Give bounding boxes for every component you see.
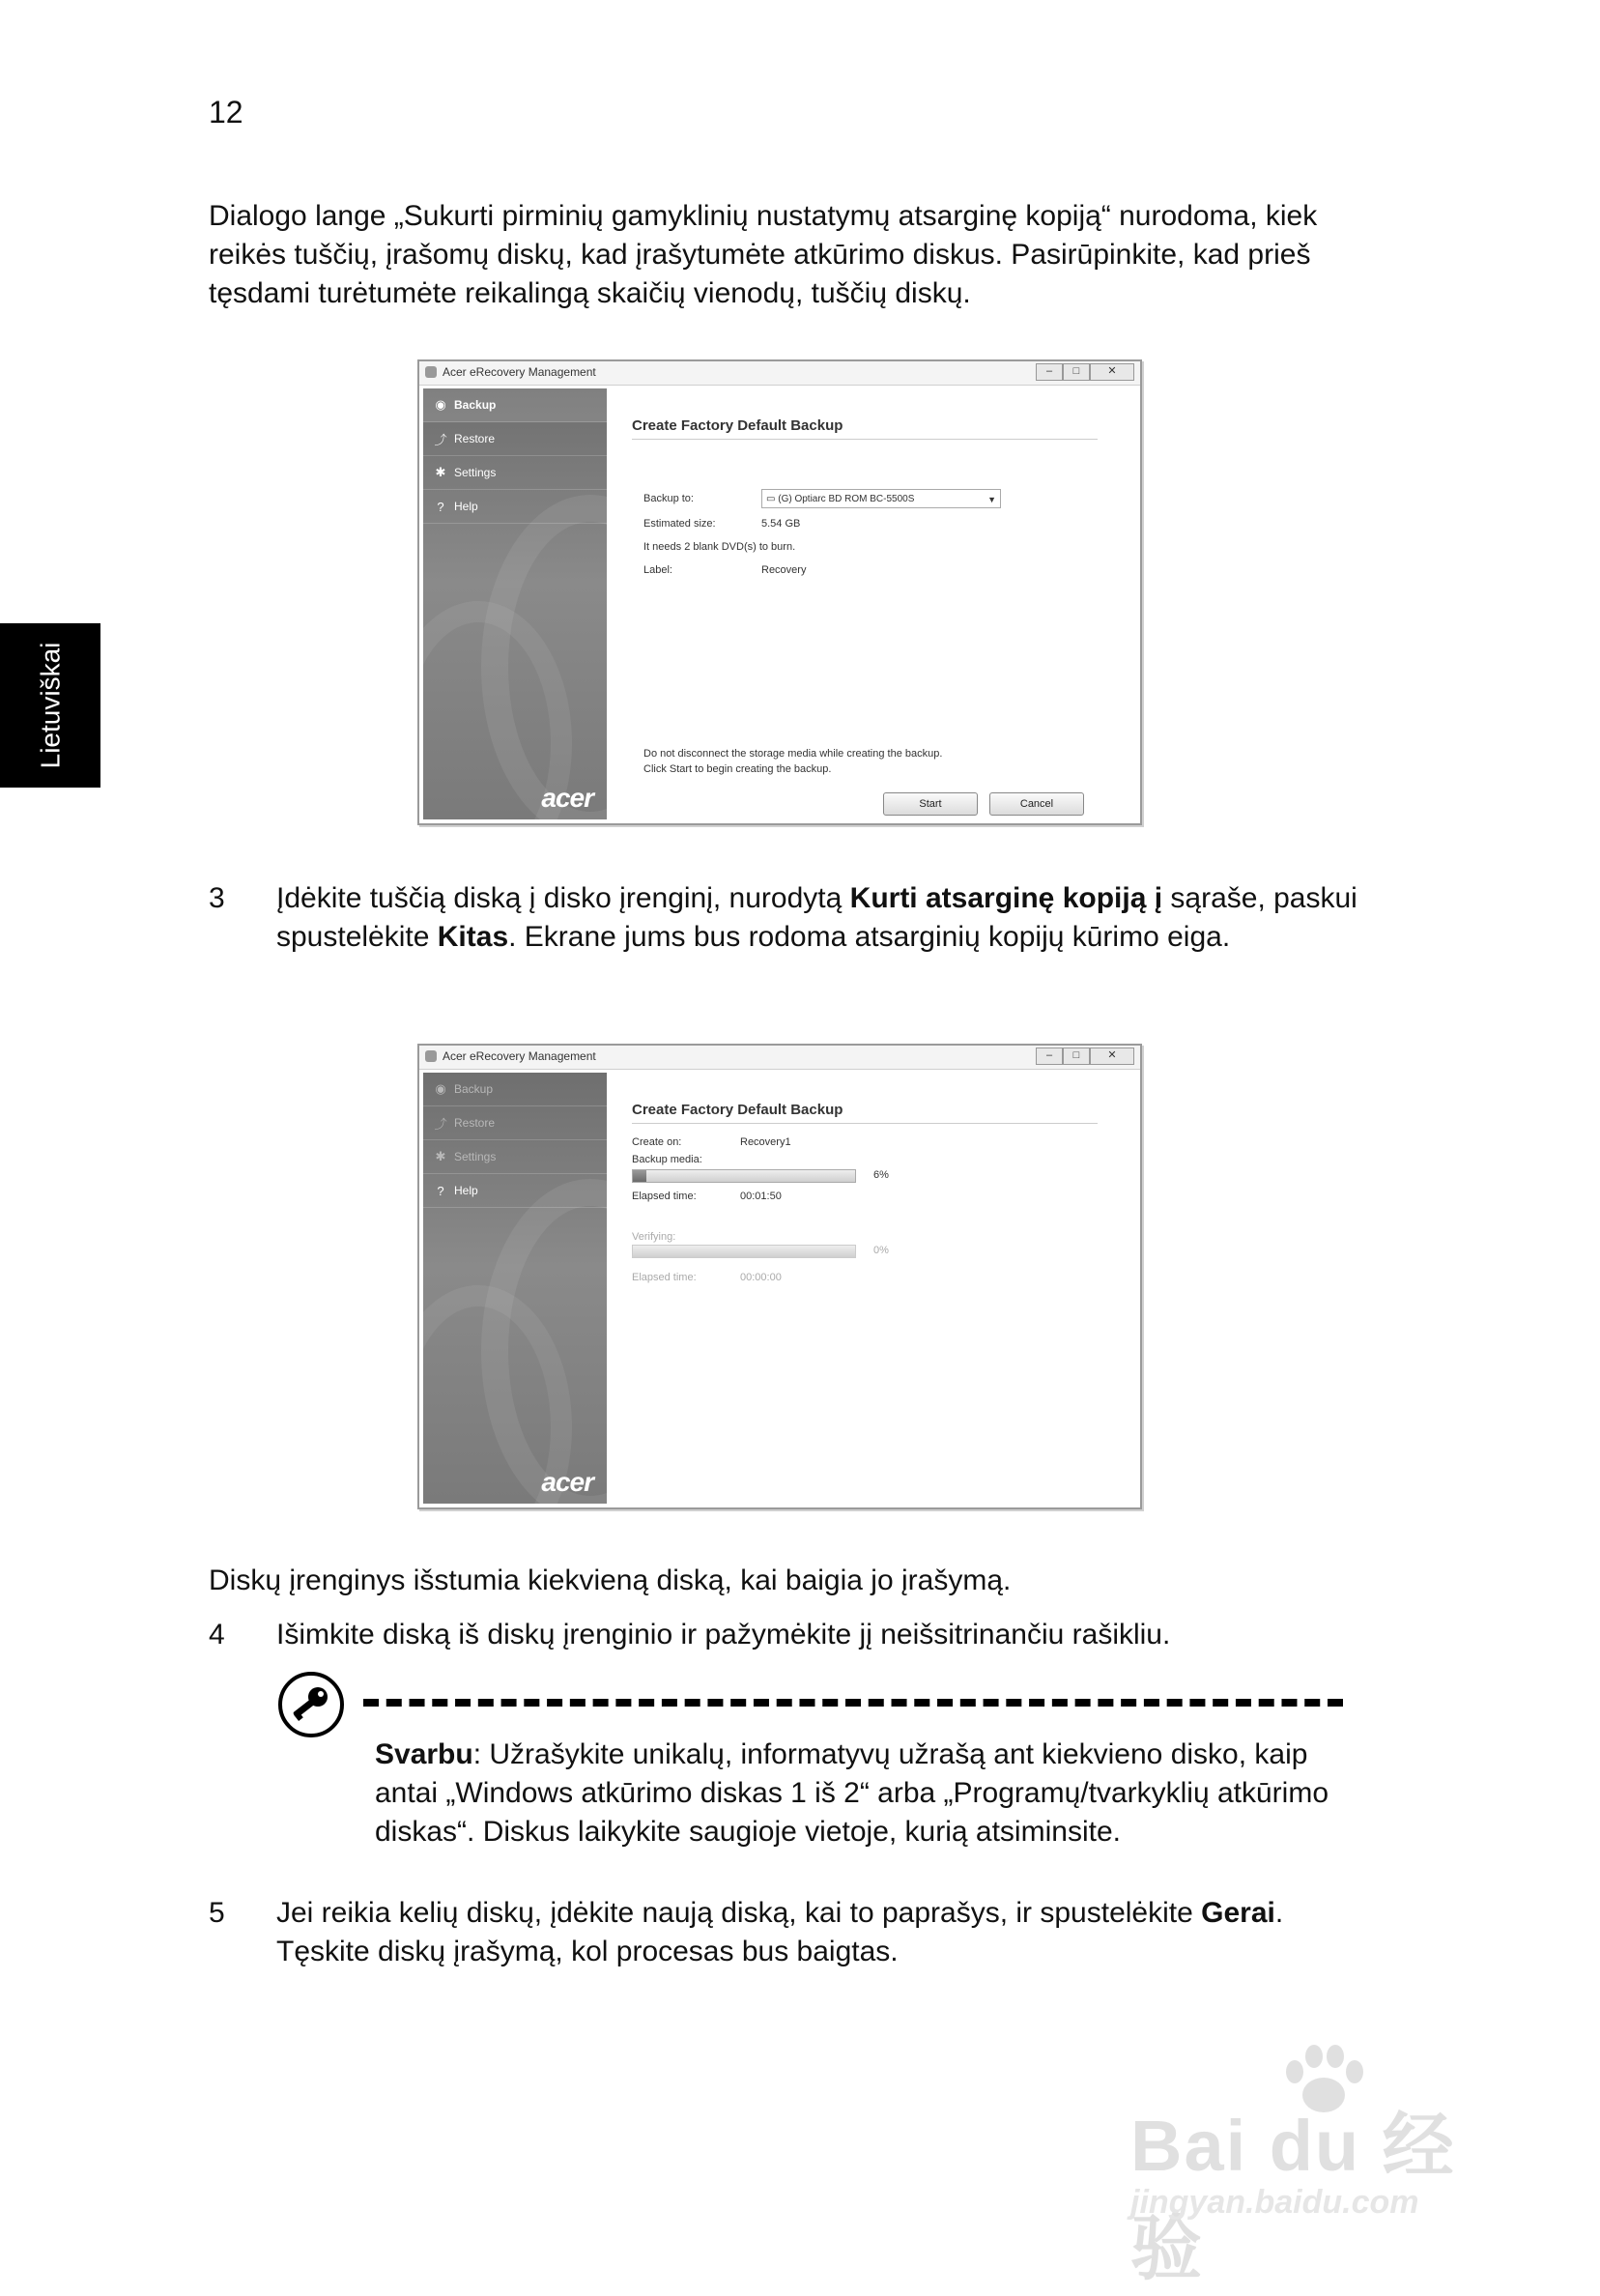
nav-item-settings[interactable]: [423, 456, 607, 490]
nav-item-label: Restore: [454, 1116, 496, 1130]
content-panel: [607, 388, 1136, 819]
warning-line-1: Do not disconnect the storage media while creating the backup.: [643, 748, 943, 760]
content-panel: [607, 1073, 1136, 1504]
step-4-text: Išimkite diską iš diskų įrenginio ir pažymėkite jį neišsitrinančiu rašikliu.: [276, 1619, 1171, 1650]
baidu-watermark: [1121, 2039, 1507, 2288]
after-paragraph: Diskų įrenginys išstumia kiekvieną diską, kai baigia jo įrašymą.: [209, 1564, 1012, 1596]
note-divider: [363, 1699, 1343, 1707]
label-label: Label:: [643, 564, 672, 576]
verify-percent: 0%: [873, 1245, 889, 1256]
app-icon: [425, 1050, 437, 1062]
step-5-bold-1: Gerai: [1201, 1897, 1275, 1929]
step-4-number: 4: [209, 1619, 225, 1650]
title-divider: [632, 439, 1098, 440]
important-note: [375, 1736, 1351, 1851]
verify-elapsed-value: 00:00:00: [740, 1272, 782, 1283]
key-icon-graphic: [282, 1676, 340, 1734]
note-bold: Svarbu: [375, 1738, 473, 1770]
verifying-label: Verifying:: [632, 1231, 676, 1243]
page-number: 12: [209, 95, 243, 129]
verify-progress-bar: [632, 1245, 856, 1258]
content-title: Create Factory Default Backup: [632, 417, 843, 434]
nav-item-restore[interactable]: [423, 422, 607, 456]
acer-logo: acer: [541, 783, 593, 813]
step-3-text: [276, 879, 1358, 957]
cancel-button[interactable]: Cancel: [989, 792, 1084, 816]
start-button[interactable]: Start: [883, 792, 978, 816]
content-title: Create Factory Default Backup: [632, 1102, 843, 1118]
elapsed-time-value: 00:01:50: [740, 1191, 782, 1202]
nav-item-backup[interactable]: [423, 388, 607, 422]
app-icon: [425, 366, 437, 378]
create-on-value: Recovery1: [740, 1136, 791, 1148]
title-divider: [632, 1123, 1098, 1124]
nav-item-backup[interactable]: [423, 1073, 607, 1106]
key-icon: [278, 1672, 344, 1737]
close-button[interactable]: ✕: [1090, 1048, 1134, 1065]
nav-item-label: Settings: [454, 466, 497, 479]
window-controls: [1036, 363, 1134, 381]
step-3-bold-1: Kurti atsarginę kopiją į: [849, 882, 1163, 914]
backup-to-value: (G) Optiarc BD ROM BC-5500S: [778, 494, 915, 504]
sidebar: [423, 388, 607, 819]
watermark-brand: Bai du 经验: [1130, 2106, 1456, 2288]
step-5-part-2: . Tęskite diskų įrašymą, kol procesas bus baigtas.: [276, 1897, 1284, 1967]
nav-item-restore[interactable]: [423, 1106, 607, 1140]
help-icon: ?: [437, 499, 444, 514]
intro-paragraph: Dialogo lange „Sukurti pirminių gamyklinių nustatymų atsarginę kopiją“ nurodoma, kiek reikės tuščių, įrašomų diskų, kad įrašytumėte atkūrimo diskus. Pasirūpinkite, kad prieš tęsdami turėtumėte reikalingą skaičių vienodų, tuščių diskų.: [209, 200, 1318, 309]
verify-elapsed-label: Elapsed time:: [632, 1272, 697, 1283]
sidebar: [423, 1073, 607, 1504]
nav-item-label: Help: [454, 500, 478, 513]
backup-media-label: Backup media:: [632, 1154, 702, 1165]
nav-item-label: Backup: [454, 1082, 494, 1096]
nav-item-label: Backup: [454, 398, 497, 412]
needs-discs-text: It needs 2 blank DVD(s) to burn.: [643, 541, 796, 553]
nav-item-label: Help: [454, 1184, 478, 1197]
estimated-size-label: Estimated size:: [643, 518, 716, 530]
chevron-down-icon: ▼: [987, 495, 996, 504]
nav-item-help[interactable]: [423, 1174, 607, 1208]
erecovery-window-backup-setup: [417, 359, 1142, 825]
nav-item-help[interactable]: [423, 490, 607, 524]
step-3-bold-2: Kitas: [437, 921, 509, 953]
acer-logo: acer: [541, 1467, 593, 1497]
step-3-number: 3: [209, 882, 225, 914]
warning-line-2: Click Start to begin creating the backup.: [643, 763, 832, 775]
language-side-tab: [0, 623, 100, 788]
create-on-label: Create on:: [632, 1136, 682, 1148]
language-label: Lietuviškai: [35, 642, 66, 769]
note-text: : Užrašykite unikalų, informatyvų užrašą ant kiekvieno disko, kaip antai „Windows atkūrimo diskas 1 iš 2“ arba „Programų/tvarkyklių atkūrimo diskas“. Diskus laikykite saugioje vietoje, kurią atsiminsite.: [375, 1738, 1329, 1848]
window-title: Acer eRecovery Management: [443, 365, 596, 379]
step-5-text: [276, 1894, 1358, 1971]
step-5-part-1: Jei reikia kelių diskų, įdėkite naują diską, kai to paprašys, ir spustelėkite: [276, 1897, 1202, 1929]
close-button[interactable]: ✕: [1090, 363, 1134, 381]
gear-icon: ✱: [435, 465, 446, 479]
minimize-button[interactable]: –: [1036, 1048, 1063, 1065]
maximize-button[interactable]: □: [1063, 1048, 1090, 1065]
help-icon: ?: [437, 1183, 444, 1198]
maximize-button[interactable]: □: [1063, 363, 1090, 381]
erecovery-window-backup-progress: [417, 1044, 1142, 1509]
backup-progress-fill: [633, 1170, 646, 1182]
minimize-button[interactable]: –: [1036, 363, 1063, 381]
restore-icon: ⤴: [434, 432, 447, 447]
window-titlebar: [419, 1046, 1140, 1070]
backup-to-select[interactable]: [761, 489, 1001, 508]
drive-icon: ▭: [766, 494, 776, 504]
disc-icon: ◉: [435, 1081, 446, 1096]
elapsed-time-label: Elapsed time:: [632, 1191, 697, 1202]
window-titlebar: [419, 361, 1140, 386]
backup-percent: 6%: [873, 1169, 889, 1181]
step-5-number: 5: [209, 1897, 225, 1929]
window-title: Acer eRecovery Management: [443, 1049, 596, 1063]
restore-icon: ⤴: [434, 1116, 447, 1132]
nav-item-label: Restore: [454, 432, 496, 445]
estimated-size-value: 5.54 GB: [761, 518, 801, 530]
label-value: Recovery: [761, 564, 807, 576]
gear-icon: ✱: [435, 1149, 446, 1163]
step-3-part-2: sąraše, paskui spustelėkite: [276, 882, 1357, 953]
nav-item-label: Settings: [454, 1150, 497, 1163]
disc-icon: ◉: [435, 397, 446, 412]
step-3-part-3: . Ekrane jums bus rodoma atsarginių kopijų kūrimo eiga.: [508, 921, 1231, 953]
backup-progress-bar: [632, 1169, 856, 1183]
step-3-part-1: Įdėkite tuščią diską į disko įrenginį, nurodytą: [276, 882, 850, 914]
nav-item-settings[interactable]: [423, 1140, 607, 1174]
window-controls: [1036, 1048, 1134, 1065]
backup-to-label: Backup to:: [643, 493, 694, 504]
watermark-url: jingyan.baidu.com: [1130, 2184, 1419, 2221]
